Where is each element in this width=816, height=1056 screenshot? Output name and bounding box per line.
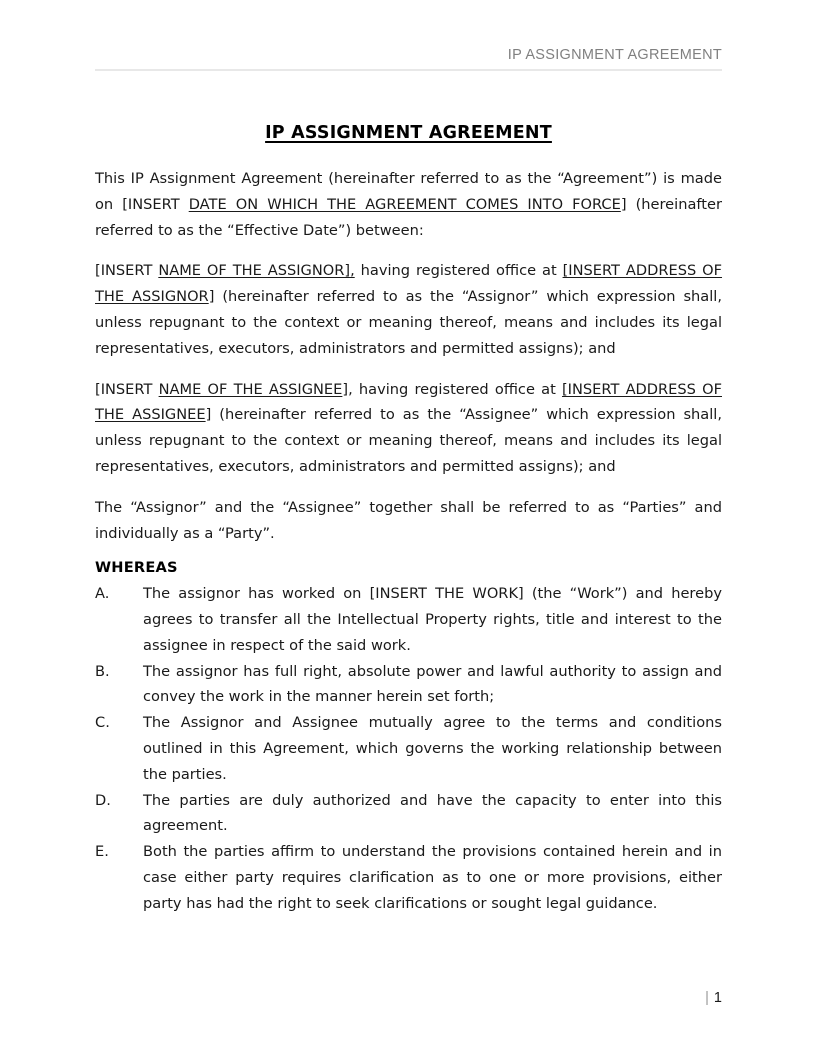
text-run-assignee-4: ] (hereinafter referred to as the “Assignee” which expression shall, unless repugnant to the context or meaning thereof, means and includes its legal representatives, executors, administrators and permitted assigns); and	[95, 406, 722, 475]
text-run-assignor-2: having registered office at	[354, 262, 563, 280]
text-run-assignee-1: NAME OF THE ASSIGNEE	[158, 380, 343, 398]
text-run-intro-2: ] (hereinafter referred to as the “Effective Date”) between:	[95, 195, 722, 239]
recital-marker: A.	[95, 585, 110, 603]
text-run-assignor-0: [INSERT	[95, 262, 159, 280]
paragraph-parties	[95, 495, 722, 547]
text-run-intro-1: DATE ON WHICH THE AGREEMENT COMES INTO FORCE	[188, 195, 621, 213]
recital-text: The parties are duly authorized and have the capacity to enter into this agreement.	[143, 791, 722, 835]
page-footer	[95, 988, 722, 1008]
recital-item	[95, 710, 722, 787]
recital-item	[95, 659, 722, 711]
document-title	[95, 122, 722, 144]
footer-separator: |	[705, 990, 709, 1006]
text-run-assignee-2: ], having registered office at	[342, 380, 562, 398]
running-header-title: IP ASSIGNMENT AGREEMENT	[507, 47, 722, 63]
recital-item	[95, 839, 722, 916]
text-run-assignee-0: [INSERT	[95, 380, 159, 398]
recital-marker: E.	[95, 843, 109, 861]
text-run-intro-0: This IP Assignment Agreement (hereinafter referred to as the “Agreement”) is made on [INSERT	[95, 170, 722, 213]
header-divider-rule	[95, 69, 722, 71]
recital-marker: D.	[95, 791, 111, 809]
footer-page-number: 1	[713, 990, 722, 1006]
whereas-heading: WHEREAS	[95, 559, 178, 577]
document-body	[95, 122, 722, 917]
recital-marker: C.	[95, 714, 110, 732]
recital-text: The assignor has full right, absolute power and lawful authority to assign and convey the work in the manner herein set forth;	[143, 662, 722, 706]
paragraph-intro	[95, 166, 722, 243]
document-title-text: IP ASSIGNMENT AGREEMENT	[265, 123, 552, 143]
recital-item	[95, 581, 722, 658]
recital-text: Both the parties affirm to understand the provisions contained herein and in case either party requires clarification as to one or more provisions, either party has had the right to seek clarifications or sought legal guidance.	[143, 843, 722, 912]
recital-text: The Assignor and Assignee mutually agree to the terms and conditions outlined in this Agreement, which governs the working relationship between the parties.	[143, 714, 722, 783]
text-run-parties-0: The “Assignor” and the “Assignee” together shall be referred to as “Parties” and individually as a “Party”.	[95, 498, 722, 542]
text-run-assignor-3: [INSERT ADDRESS OF THE ASSIGNOR	[95, 262, 723, 306]
text-run-assignor-1: NAME OF THE ASSIGNOR],	[158, 262, 355, 280]
recital-item	[95, 788, 722, 840]
recital-text: The assignor has worked on [INSERT THE WORK] (the “Work”) and hereby agrees to transfer all the Intellectual Property rights, title and interest to the assignee in respect of the said work.	[143, 585, 722, 654]
recital-marker: B.	[95, 662, 110, 680]
text-run-assignee-3: [INSERT ADDRESS OF THE ASSIGNEE	[95, 380, 722, 424]
recitals-list	[95, 581, 722, 916]
paragraph-assignee	[95, 377, 722, 480]
paragraph-assignor	[95, 258, 722, 361]
running-header	[95, 44, 722, 63]
text-run-assignor-4: ] (hereinafter referred to as the “Assignor” which expression shall, unless repugnant to the context or meaning thereof, means and includes its legal representatives, executors, administrators and permitted assigns); and	[95, 288, 722, 357]
